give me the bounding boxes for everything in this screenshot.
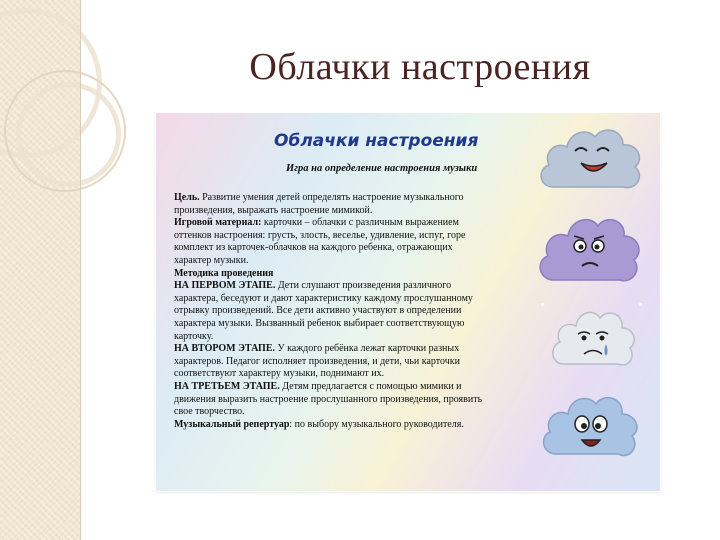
card-title: Облачки настроения xyxy=(274,131,479,151)
side-divider xyxy=(80,0,81,540)
stage3-line-3: свое творчество. xyxy=(174,406,245,418)
stage2-label: НА ВТОРОМ ЭТАПЕ. xyxy=(174,343,275,355)
goal-line xyxy=(174,192,536,205)
goal-label: Цель. xyxy=(174,192,200,203)
stage2-line xyxy=(174,343,536,356)
material-text: карточки – облачки с различным выражением xyxy=(261,217,459,229)
sparkle-dot xyxy=(639,303,642,306)
stage3-line-2: движения выразить настроение прослушанного произведения, проявить xyxy=(174,393,483,405)
method-label: Методика проведения xyxy=(174,267,274,279)
happy-cloud-icon xyxy=(535,117,647,201)
sparkle-dot xyxy=(541,303,544,306)
material-line-3: комплект из карточек-облачков на каждого ребенка, отражающих xyxy=(174,242,453,254)
stage3-text: Детям предлагается с помощью мимики и xyxy=(279,380,462,392)
stage1-line-2: характера, беседуют и дают характеристику каждому прослушанному xyxy=(174,292,473,304)
stage1-line-4: характера музыки. Вызванный ребенок выбирает соответствующую xyxy=(174,317,465,329)
method-heading xyxy=(174,268,536,281)
scared-cloud-icon xyxy=(538,386,642,468)
repertoire-text: : по выбору музыкального руководителя. xyxy=(289,418,464,430)
decorative-ring xyxy=(4,70,126,192)
goal-line-2: произведения, выражать настроение мимикой. xyxy=(174,204,373,216)
stage1-text: Дети слушают произведения различного xyxy=(275,280,452,292)
surprised-cloud-icon xyxy=(534,206,646,294)
stage2-line-3: соответствуют характеру музыки, поднимают их. xyxy=(174,368,385,380)
slide-title: Облачки настроения xyxy=(249,46,591,88)
goal-text: Развитие умения детей определять настроение музыкального xyxy=(199,192,464,203)
crying-cloud-icon xyxy=(548,300,638,376)
stage1-label: НА ПЕРВОМ ЭТАПЕ. xyxy=(174,280,276,292)
card-subtitle: Игра на определение настроения музыки xyxy=(286,163,478,174)
material-label: Игровой материал: xyxy=(174,217,262,229)
stage1-line xyxy=(174,280,536,293)
stage1-line-3: отрывку произведений. Все дети активно участвуют в определении xyxy=(174,305,462,317)
stage2-text: У каждого ребёнка лежат карточки разных xyxy=(275,343,460,355)
repertoire-label: Музыкальный репертуар xyxy=(174,418,290,430)
repertoire-line xyxy=(174,419,536,432)
stage3-label: НА ТРЕТЬЕМ ЭТАПЕ. xyxy=(174,380,280,392)
material-line-4: характер музыки. xyxy=(174,254,249,266)
stage3-line xyxy=(174,381,536,394)
stage2-line-2: характеров. Педагог исполняет произведения, и дети, чьи карточки xyxy=(174,355,460,367)
stage1-line-5: карточку. xyxy=(174,330,214,342)
card-body xyxy=(174,192,536,431)
material-line-2: оттенков настроения: грусть, злость, веселье, удивление, испуг, горе xyxy=(174,229,466,241)
material-line xyxy=(174,217,536,230)
